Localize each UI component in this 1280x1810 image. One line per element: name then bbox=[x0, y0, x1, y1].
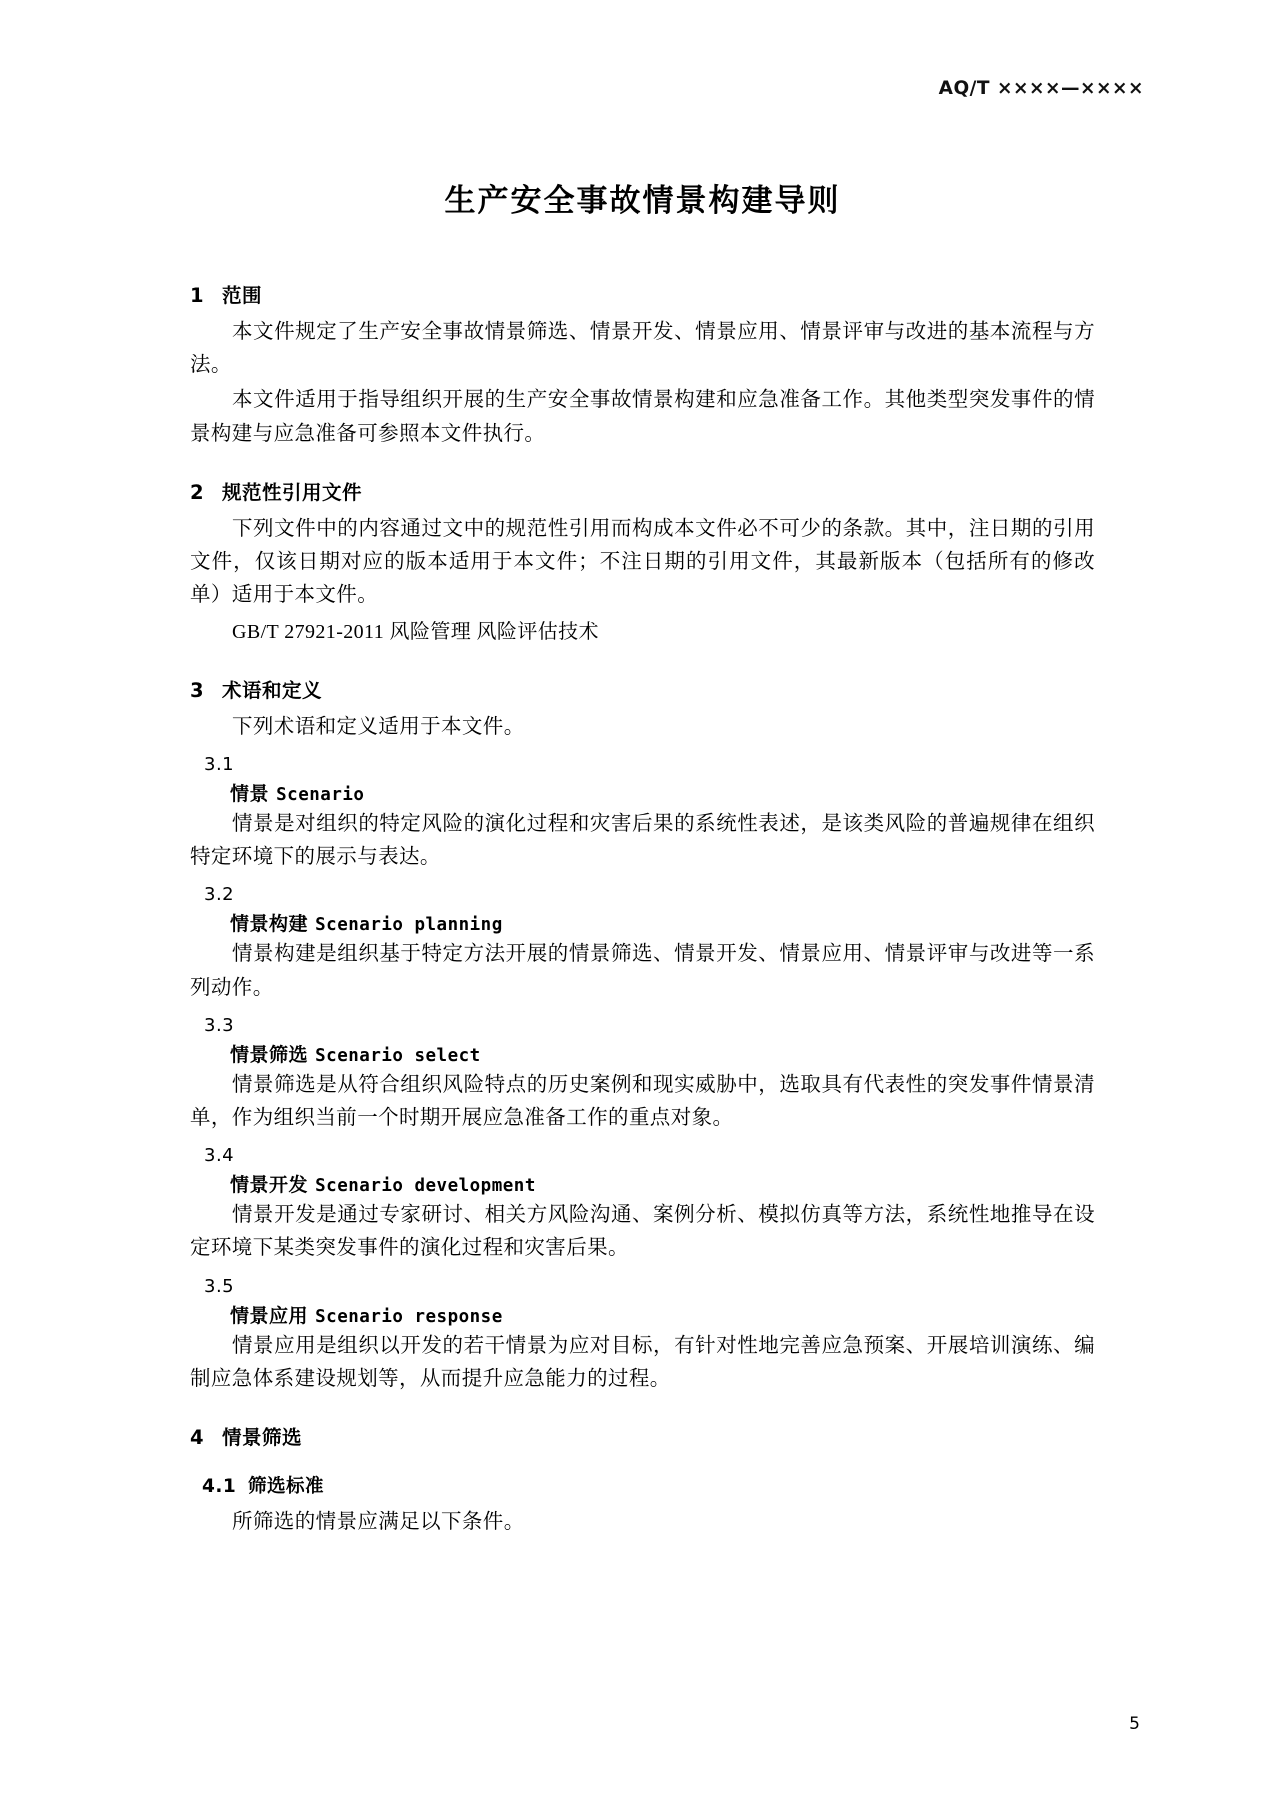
subsection-heading-4-1 bbox=[190, 1472, 1095, 1498]
section-title-3: 术语和定义 bbox=[222, 678, 323, 702]
section-heading-4 bbox=[190, 1422, 1095, 1450]
section-3-paragraph-1: 下列术语和定义适用于本文件。 bbox=[232, 715, 525, 738]
term-name-3-1 bbox=[190, 779, 1095, 806]
normative-reference-1: GB/T 27921-2011 风险管理 风险评估技术 bbox=[232, 621, 599, 644]
section-title-1: 范围 bbox=[222, 284, 263, 307]
subsection-title-4-1: 筛选标准 bbox=[248, 1476, 325, 1498]
section-2-paragraph-1: 下列文件中的内容通过文中的规范性引用而构成本文件必不可少的条款。其中，注日期的引用文件，仅该日期对应的版本适用于本文件；不注日期的引用文件，其最新版本（包括所有的修改单）适用于本文件。 bbox=[190, 517, 1095, 607]
section-number-3: 3 bbox=[190, 678, 205, 702]
section-title-2: 规范性引用文件 bbox=[222, 480, 363, 504]
term-definition-3-3: 情景筛选是从符合组织风险特点的历史案例和现实威胁中，选取具有代表性的突发事件情景清单，作为组织当前一个时期开展应急准备工作的重点对象。 bbox=[190, 1073, 1095, 1130]
section-number-1: 1 bbox=[190, 284, 205, 307]
subsection-number-4-1: 4.1 bbox=[202, 1476, 237, 1498]
section-heading-2 bbox=[190, 477, 1095, 505]
section-number-4: 4 bbox=[190, 1426, 205, 1450]
document-content bbox=[190, 175, 1095, 1541]
term-name-cn-3-5: 情景应用 bbox=[230, 1304, 309, 1327]
section-1-paragraph-1: 本文件规定了生产安全事故情景筛选、情景开发、情景应用、情景评审与改进的基本流程与方法。 bbox=[190, 321, 1095, 377]
term-number-3-4: 3.4 bbox=[204, 1145, 235, 1167]
term-name-cn-3-1: 情景 bbox=[230, 783, 270, 806]
page-header-standard-code: AQ/T ××××—×××× bbox=[938, 78, 1144, 99]
term-name-cn-3-4: 情景开发 bbox=[230, 1174, 309, 1197]
section-number-2: 2 bbox=[190, 480, 205, 504]
term-number-3-5: 3.5 bbox=[204, 1275, 235, 1297]
section-heading-3 bbox=[190, 675, 1095, 703]
term-name-cn-3-3: 情景筛选 bbox=[230, 1043, 309, 1066]
term-name-en-3-4: Scenario development bbox=[315, 1176, 536, 1197]
term-definition-3-2: 情景构建是组织基于特定方法开展的情景筛选、情景开发、情景应用、情景评审与改进等一系列动作。 bbox=[190, 943, 1095, 999]
term-name-3-3 bbox=[190, 1040, 1095, 1067]
term-number-3-3: 3.3 bbox=[204, 1014, 235, 1036]
term-name-en-3-2: Scenario planning bbox=[315, 915, 503, 936]
term-definition-3-4: 情景开发是通过专家研讨、相关方风险沟通、案例分析、模拟仿真等方法，系统性地推导在设定环境下某类突发事件的演化过程和灾害后果。 bbox=[190, 1204, 1095, 1260]
term-number-3-1: 3.1 bbox=[204, 754, 235, 776]
term-definition-3-1: 情景是对组织的特定风险的演化过程和灾害后果的系统性表述，是该类风险的普遍规律在组织特定环境下的展示与表达。 bbox=[190, 813, 1095, 869]
page-title: 生产安全事故情景构建导则 bbox=[444, 183, 841, 219]
section-1-paragraph-2: 本文件适用于指导组织开展的生产安全事故情景构建和应急准备工作。其他类型突发事件的情景构建与应急准备可参照本文件执行。 bbox=[190, 389, 1095, 445]
term-name-3-2 bbox=[190, 909, 1095, 936]
page-number: 5 bbox=[1129, 1714, 1140, 1734]
section-heading-1 bbox=[190, 280, 1095, 308]
term-name-en-3-1: Scenario bbox=[276, 785, 365, 806]
subsection-4-1-paragraph-1: 所筛选的情景应满足以下条件。 bbox=[232, 1511, 525, 1534]
term-name-cn-3-2: 情景构建 bbox=[230, 913, 309, 936]
term-name-3-4 bbox=[190, 1170, 1095, 1197]
term-name-en-3-3: Scenario select bbox=[315, 1045, 481, 1066]
term-definition-3-5: 情景应用是组织以开发的若干情景为应对目标，有针对性地完善应急预案、开展培训演练、编制应急体系建设规划等，从而提升应急能力的过程。 bbox=[190, 1334, 1095, 1390]
term-number-3-2: 3.2 bbox=[204, 884, 235, 906]
term-name-en-3-5: Scenario response bbox=[315, 1306, 503, 1327]
term-name-3-5 bbox=[190, 1301, 1095, 1328]
section-title-4: 情景筛选 bbox=[222, 1426, 303, 1450]
